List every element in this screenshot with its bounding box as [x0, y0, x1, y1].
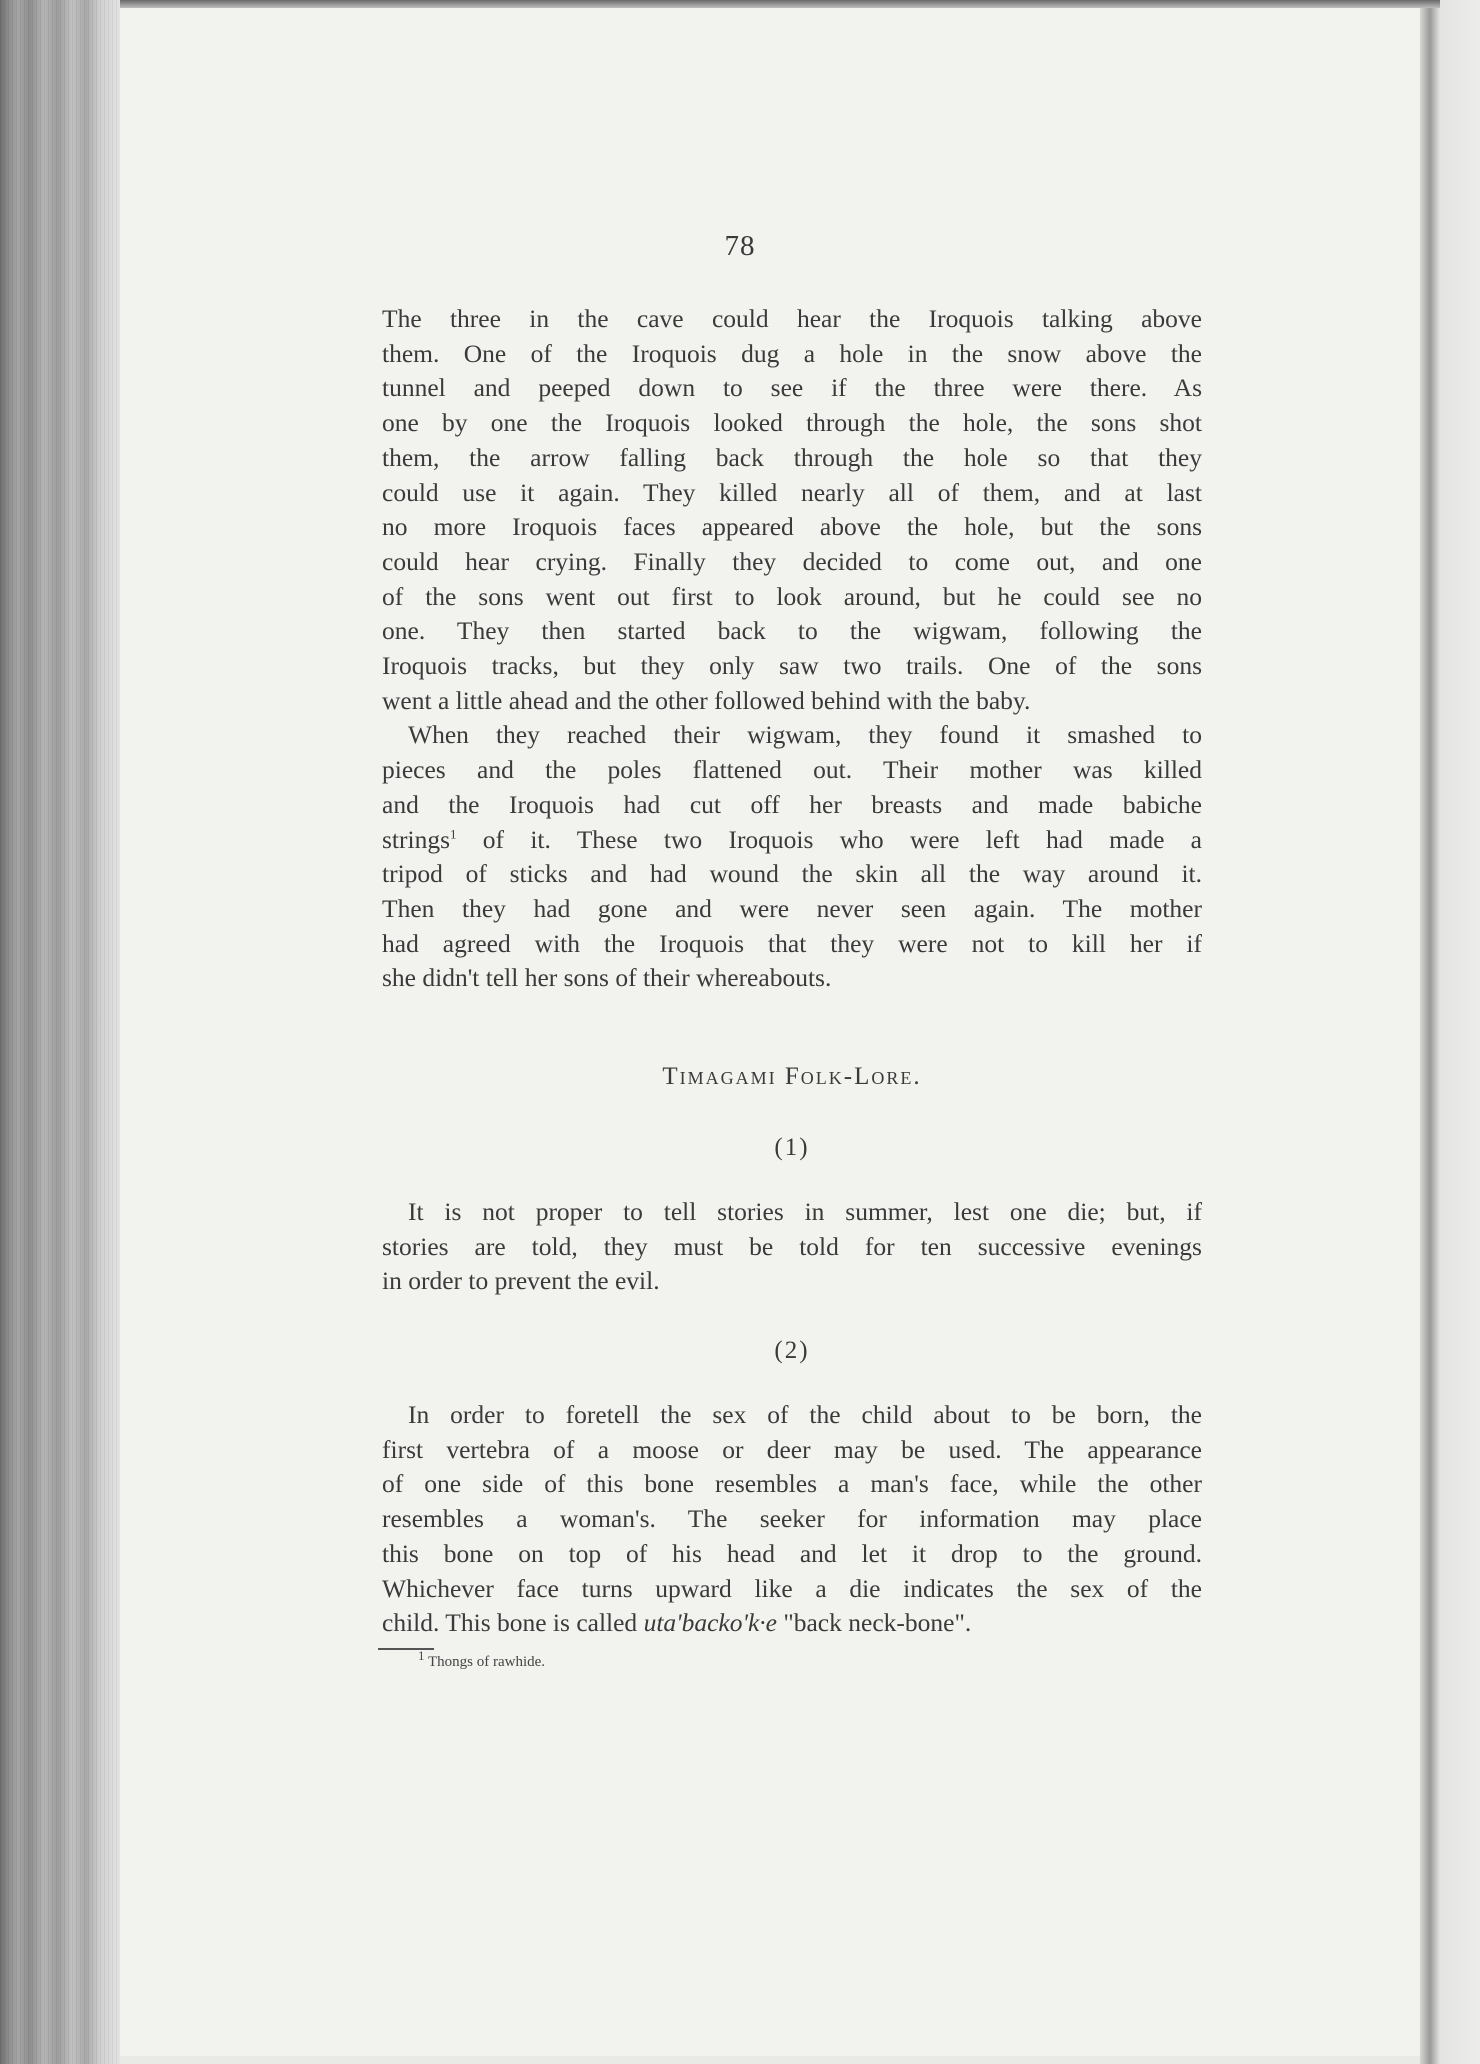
footnote-text: Thongs of rawhide.	[427, 1654, 546, 1670]
subsection-number: (1)	[774, 1134, 810, 1161]
native-term: uta'backo'k·e	[643, 1608, 777, 1638]
text-line: first vertebra of a moose or deer may be used. The appearance	[382, 1434, 1202, 1464]
text-line: this bone on top of his head and let it drop to the ground.	[382, 1538, 1202, 1568]
paragraph-neck-bone	[382, 1398, 1202, 1641]
text-line: of one side of this bone resembles a man's face, while the other	[382, 1469, 1202, 1499]
text-line: pieces and the poles flattened out. Their mother was killed	[382, 755, 1202, 785]
text-line: no more Iroquois faces appeared above the hole, but the sons	[382, 512, 1202, 542]
book-top-edge	[120, 0, 1440, 8]
paragraph-stories-summer	[382, 1195, 1202, 1299]
text-line-with-footnote	[382, 823, 1202, 858]
text-line: could hear crying. Finally they decided to come out, and one	[382, 546, 1202, 576]
footnote-reference: 1	[450, 826, 457, 842]
page-number: 78	[724, 230, 756, 262]
footnote-rule	[378, 1648, 434, 1650]
section-heading: Timagami Folk-Lore.	[662, 1063, 922, 1090]
book-right-edge	[1420, 0, 1480, 2064]
text-line: went a little ahead and the other followed behind with the baby.	[382, 685, 1031, 715]
text-line: resembles a woman's. The seeker for information may place	[382, 1504, 1202, 1534]
text-line: tripod of sticks and had wound the skin all the way around it.	[382, 859, 1202, 889]
text-line: them. One of the Iroquois dug a hole in the snow above the	[382, 338, 1202, 368]
text-line: stories are told, they must be told for ten successive evenings	[382, 1231, 1202, 1261]
text-line: When they reached their wigwam, they found it smashed to	[408, 720, 1202, 750]
text-line: in order to prevent the evil.	[382, 1266, 660, 1296]
book-page-edge	[0, 0, 120, 2064]
text-fragment: "back neck-bone".	[776, 1608, 972, 1638]
text-line: In order to foretell the sex of the child about to be born, the	[408, 1400, 1202, 1429]
text-line-with-term	[382, 1606, 1202, 1641]
text-line: Whichever face turns upward like a die indicates the sex of the	[382, 1573, 1202, 1603]
footnote	[418, 1648, 546, 1671]
text-line: had agreed with the Iroquois that they were not to kill her if	[382, 928, 1202, 958]
text-line: them, the arrow falling back through the hole so that they	[382, 442, 1202, 472]
text-line: could use it again. They killed nearly all of them, and at last	[382, 477, 1202, 507]
text-line: Iroquois tracks, but they only saw two trails. One of the sons	[382, 651, 1202, 681]
subsection-number: (2)	[774, 1337, 810, 1364]
text-line: The three in the cave could hear the Iroquois talking above	[382, 304, 1202, 333]
text-line: one by one the Iroquois looked through the hole, the sons shot	[382, 408, 1202, 438]
text-line: It is not proper to tell stories in summer, lest one die; but, if	[408, 1197, 1202, 1226]
text-line: Then they had gone and were never seen again. The mother	[382, 893, 1202, 923]
paragraph-iroquois-cave	[382, 302, 1202, 996]
text-fragment: of it. These two Iroquois who were left had made a	[456, 824, 1202, 854]
text-fragment: child. This bone is called	[382, 1608, 644, 1638]
footnote-mark: 1	[418, 1648, 425, 1663]
text-line: and the Iroquois had cut off her breasts and made babiche	[382, 789, 1202, 819]
text-line: of the sons went out first to look around, but he could see no	[382, 581, 1202, 611]
text-line: tunnel and peeped down to see if the three were there. As	[382, 373, 1202, 403]
text-fragment: strings	[382, 824, 451, 854]
text-line: she didn't tell her sons of their whereabouts.	[382, 963, 832, 993]
text-line: one. They then started back to the wigwam, following the	[382, 616, 1202, 646]
